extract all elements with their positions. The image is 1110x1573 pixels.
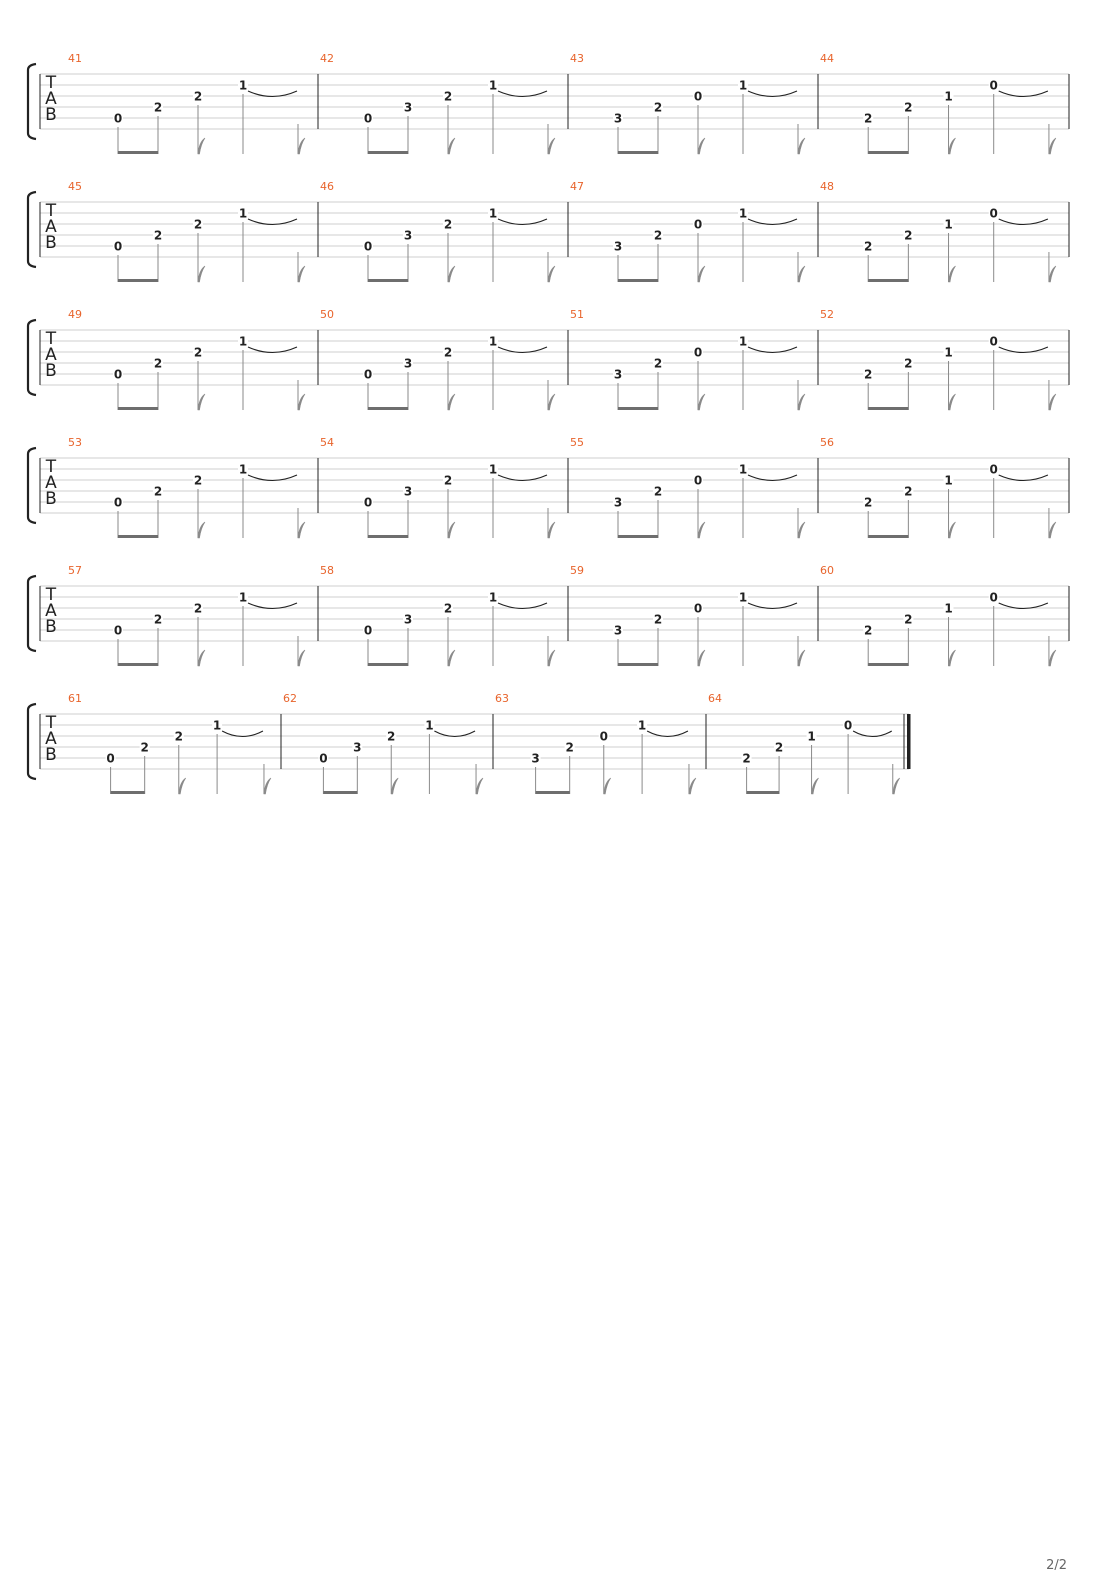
fret-number: 0 bbox=[989, 334, 998, 349]
note-beam bbox=[118, 151, 158, 154]
note-beam bbox=[868, 535, 908, 538]
fret-number: 2 bbox=[193, 89, 203, 104]
fret-number: 1 bbox=[238, 462, 248, 477]
note-beam bbox=[747, 791, 779, 794]
note-beam bbox=[368, 151, 408, 154]
fret-number: 1 bbox=[738, 78, 748, 93]
fret-number: 0 bbox=[693, 217, 703, 232]
fret-number: 1 bbox=[738, 206, 748, 221]
tab-clef-letter: T bbox=[45, 713, 57, 733]
note-beam bbox=[118, 407, 158, 410]
tab-clef-letter: T bbox=[45, 201, 57, 221]
fret-number: 1 bbox=[238, 590, 248, 605]
fret-number: 2 bbox=[742, 751, 751, 766]
measure-number: 43 bbox=[570, 52, 584, 65]
tab-clef-letter: B bbox=[45, 617, 57, 637]
note-beam bbox=[368, 279, 408, 282]
fret-number: 2 bbox=[443, 345, 453, 360]
fret-number: 1 bbox=[944, 89, 953, 104]
tab-clef-letter: B bbox=[45, 361, 57, 381]
note-flag bbox=[1049, 266, 1056, 282]
note-flag bbox=[698, 138, 705, 154]
fret-number: 3 bbox=[613, 495, 623, 510]
measure-number: 51 bbox=[570, 308, 584, 321]
tab-clef-letter: B bbox=[45, 233, 57, 253]
note-flag bbox=[548, 650, 555, 666]
fret-number: 3 bbox=[403, 228, 413, 243]
fret-number: 2 bbox=[864, 623, 873, 638]
fret-number: 1 bbox=[944, 345, 953, 360]
tab-clef-letter: T bbox=[45, 585, 57, 605]
note-beam bbox=[868, 407, 908, 410]
fret-number: 2 bbox=[864, 495, 873, 510]
fret-number: 1 bbox=[944, 601, 953, 616]
note-flag bbox=[798, 138, 805, 154]
note-flag bbox=[298, 394, 305, 410]
fret-number: 2 bbox=[653, 484, 663, 499]
fret-number: 1 bbox=[944, 217, 953, 232]
note-flag bbox=[1049, 394, 1056, 410]
fret-number: 2 bbox=[653, 228, 663, 243]
fret-number: 0 bbox=[363, 623, 373, 638]
system-bracket bbox=[28, 576, 36, 651]
note-flag bbox=[949, 394, 956, 410]
note-flag bbox=[476, 778, 483, 794]
measure-number: 63 bbox=[495, 692, 509, 705]
note-flag bbox=[798, 266, 805, 282]
tab-clef-letter: A bbox=[45, 217, 57, 237]
tab-system bbox=[28, 436, 1069, 538]
measure-number: 53 bbox=[68, 436, 82, 449]
fret-number: 0 bbox=[989, 462, 998, 477]
tab-clef-letter: T bbox=[45, 457, 57, 477]
note-flag bbox=[448, 394, 455, 410]
fret-number: 2 bbox=[443, 473, 453, 488]
fret-number: 0 bbox=[319, 751, 328, 766]
measure-number: 59 bbox=[570, 564, 584, 577]
fret-number: 2 bbox=[153, 484, 163, 499]
measure-number: 60 bbox=[820, 564, 834, 577]
system-bracket bbox=[28, 192, 36, 267]
fret-number: 0 bbox=[693, 345, 703, 360]
fret-number: 0 bbox=[363, 111, 373, 126]
tab-system bbox=[28, 308, 1069, 410]
note-flag bbox=[198, 266, 205, 282]
note-flag bbox=[448, 650, 455, 666]
tab-clef-letter: A bbox=[45, 89, 57, 109]
system-bracket bbox=[28, 704, 36, 779]
note-beam bbox=[118, 535, 158, 538]
fret-number: 2 bbox=[904, 228, 913, 243]
note-flag bbox=[298, 522, 305, 538]
fret-number: 2 bbox=[443, 89, 453, 104]
fret-number: 2 bbox=[904, 612, 913, 627]
final-barline-thick bbox=[907, 714, 911, 769]
fret-number: 2 bbox=[153, 612, 163, 627]
fret-number: 0 bbox=[363, 367, 373, 382]
note-beam bbox=[618, 535, 658, 538]
note-flag bbox=[1049, 138, 1056, 154]
note-flag bbox=[893, 778, 900, 794]
fret-number: 2 bbox=[904, 356, 913, 371]
system-bracket bbox=[28, 448, 36, 523]
measure-number: 47 bbox=[570, 180, 584, 193]
fret-number: 2 bbox=[443, 601, 453, 616]
fret-number: 1 bbox=[212, 718, 222, 733]
fret-number: 0 bbox=[363, 495, 373, 510]
measure-number: 49 bbox=[68, 308, 82, 321]
note-flag bbox=[448, 138, 455, 154]
fret-number: 0 bbox=[599, 729, 608, 744]
fret-number: 0 bbox=[113, 111, 123, 126]
tab-clef-letter: B bbox=[45, 489, 57, 509]
note-beam bbox=[868, 279, 908, 282]
note-beam bbox=[868, 151, 908, 154]
tab-clef-letter: T bbox=[45, 329, 57, 349]
note-flag bbox=[698, 394, 705, 410]
fret-number: 2 bbox=[864, 367, 873, 382]
note-flag bbox=[548, 138, 555, 154]
measure-number: 45 bbox=[68, 180, 82, 193]
fret-number: 3 bbox=[353, 740, 362, 755]
note-flag bbox=[1049, 650, 1056, 666]
measure-number: 61 bbox=[68, 692, 82, 705]
fret-number: 2 bbox=[653, 100, 663, 115]
fret-number: 2 bbox=[140, 740, 149, 755]
fret-number: 3 bbox=[403, 612, 413, 627]
note-flag bbox=[548, 394, 555, 410]
measure-number: 42 bbox=[320, 52, 334, 65]
fret-number: 1 bbox=[488, 590, 498, 605]
fret-number: 3 bbox=[403, 484, 413, 499]
fret-number: 0 bbox=[363, 239, 373, 254]
fret-number: 1 bbox=[637, 718, 647, 733]
tab-clef-letter: T bbox=[45, 73, 57, 93]
note-flag bbox=[198, 394, 205, 410]
page-number: 2/2 bbox=[1046, 1558, 1067, 1573]
note-flag bbox=[198, 522, 205, 538]
measure-number: 44 bbox=[820, 52, 834, 65]
fret-number: 1 bbox=[488, 78, 498, 93]
note-flag bbox=[548, 522, 555, 538]
note-flag bbox=[949, 650, 956, 666]
fret-number: 2 bbox=[864, 239, 873, 254]
note-flag bbox=[798, 650, 805, 666]
measure-number: 56 bbox=[820, 436, 834, 449]
fret-number: 1 bbox=[238, 206, 248, 221]
fret-number: 2 bbox=[193, 217, 203, 232]
measure-number: 52 bbox=[820, 308, 834, 321]
fret-number: 2 bbox=[193, 345, 203, 360]
measure-number: 48 bbox=[820, 180, 834, 193]
note-flag bbox=[548, 266, 555, 282]
fret-number: 0 bbox=[106, 751, 115, 766]
measure-number: 57 bbox=[68, 564, 82, 577]
fret-number: 3 bbox=[613, 367, 623, 382]
note-flag bbox=[298, 650, 305, 666]
measure-number: 50 bbox=[320, 308, 334, 321]
note-flag bbox=[198, 138, 205, 154]
fret-number: 1 bbox=[238, 78, 248, 93]
note-flag bbox=[698, 266, 705, 282]
fret-number: 2 bbox=[153, 356, 163, 371]
tab-clef-letter: B bbox=[45, 105, 57, 125]
note-flag bbox=[448, 522, 455, 538]
measure-number: 58 bbox=[320, 564, 334, 577]
tab-clef-letter: A bbox=[45, 601, 57, 621]
fret-number: 2 bbox=[174, 729, 183, 744]
fret-number: 1 bbox=[425, 718, 434, 733]
note-flag bbox=[689, 778, 696, 794]
note-beam bbox=[868, 663, 908, 666]
note-flag bbox=[1049, 522, 1056, 538]
note-beam bbox=[536, 791, 570, 794]
note-flag bbox=[298, 266, 305, 282]
fret-number: 1 bbox=[238, 334, 248, 349]
fret-number: 2 bbox=[193, 473, 203, 488]
note-flag bbox=[949, 522, 956, 538]
note-flag bbox=[812, 778, 819, 794]
fret-number: 0 bbox=[989, 78, 998, 93]
fret-number: 2 bbox=[653, 356, 663, 371]
measure-number: 54 bbox=[320, 436, 334, 449]
fret-number: 0 bbox=[843, 718, 853, 733]
measure-number: 64 bbox=[708, 692, 722, 705]
fret-number: 3 bbox=[403, 356, 413, 371]
note-flag bbox=[949, 138, 956, 154]
note-beam bbox=[618, 151, 658, 154]
fret-number: 1 bbox=[488, 462, 498, 477]
fret-number: 0 bbox=[113, 623, 123, 638]
fret-number: 0 bbox=[989, 590, 998, 605]
fret-number: 2 bbox=[153, 228, 163, 243]
tab-system bbox=[28, 564, 1069, 666]
fret-number: 2 bbox=[904, 100, 913, 115]
fret-number: 1 bbox=[738, 462, 748, 477]
note-flag bbox=[949, 266, 956, 282]
note-beam bbox=[111, 791, 145, 794]
fret-number: 2 bbox=[565, 740, 574, 755]
note-beam bbox=[618, 279, 658, 282]
note-beam bbox=[323, 791, 357, 794]
note-flag bbox=[264, 778, 271, 794]
fret-number: 2 bbox=[904, 484, 913, 499]
fret-number: 3 bbox=[613, 239, 623, 254]
tab-system bbox=[28, 692, 911, 794]
measure-number: 55 bbox=[570, 436, 584, 449]
note-beam bbox=[368, 535, 408, 538]
fret-number: 2 bbox=[864, 111, 873, 126]
fret-number: 2 bbox=[153, 100, 163, 115]
tab-system bbox=[28, 180, 1069, 282]
fret-number: 3 bbox=[531, 751, 540, 766]
system-bracket bbox=[28, 64, 36, 139]
fret-number: 1 bbox=[807, 729, 816, 744]
fret-number: 0 bbox=[113, 367, 123, 382]
fret-number: 2 bbox=[387, 729, 396, 744]
fret-number: 1 bbox=[738, 334, 748, 349]
note-flag bbox=[448, 266, 455, 282]
note-beam bbox=[368, 663, 408, 666]
fret-number: 1 bbox=[488, 206, 498, 221]
tab-system bbox=[28, 52, 1069, 154]
system-bracket bbox=[28, 320, 36, 395]
fret-number: 3 bbox=[613, 111, 623, 126]
note-flag bbox=[798, 394, 805, 410]
note-beam bbox=[368, 407, 408, 410]
note-flag bbox=[798, 522, 805, 538]
note-beam bbox=[118, 663, 158, 666]
note-beam bbox=[618, 407, 658, 410]
fret-number: 0 bbox=[693, 89, 703, 104]
measure-number: 62 bbox=[283, 692, 297, 705]
fret-number: 0 bbox=[693, 473, 703, 488]
note-flag bbox=[179, 778, 186, 794]
fret-number: 2 bbox=[653, 612, 663, 627]
tab-clef-letter: A bbox=[45, 729, 57, 749]
note-beam bbox=[118, 279, 158, 282]
fret-number: 0 bbox=[113, 495, 123, 510]
note-beam bbox=[618, 663, 658, 666]
fret-number: 3 bbox=[613, 623, 623, 638]
fret-number: 1 bbox=[488, 334, 498, 349]
fret-number: 2 bbox=[193, 601, 203, 616]
tab-clef-letter: B bbox=[45, 745, 57, 765]
note-flag bbox=[698, 522, 705, 538]
fret-number: 2 bbox=[443, 217, 453, 232]
measure-number: 41 bbox=[68, 52, 82, 65]
note-flag bbox=[391, 778, 398, 794]
fret-number: 1 bbox=[944, 473, 953, 488]
tab-clef-letter: A bbox=[45, 473, 57, 493]
fret-number: 3 bbox=[403, 100, 413, 115]
note-flag bbox=[698, 650, 705, 666]
measure-number: 46 bbox=[320, 180, 334, 193]
fret-number: 1 bbox=[738, 590, 748, 605]
fret-number: 0 bbox=[113, 239, 123, 254]
note-flag bbox=[198, 650, 205, 666]
fret-number: 0 bbox=[693, 601, 703, 616]
note-flag bbox=[298, 138, 305, 154]
note-flag bbox=[604, 778, 611, 794]
fret-number: 0 bbox=[989, 206, 998, 221]
tab-clef-letter: A bbox=[45, 345, 57, 365]
fret-number: 2 bbox=[774, 740, 784, 755]
